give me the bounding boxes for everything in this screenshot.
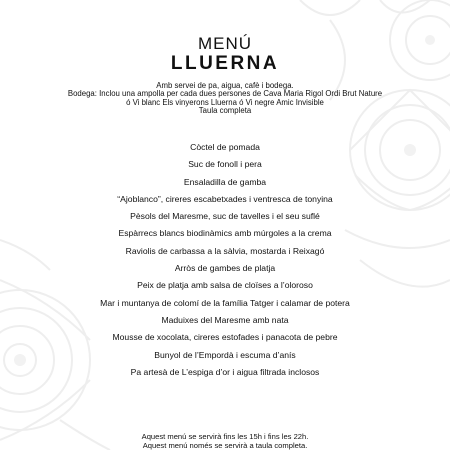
footer-line: Aquest menú se servirà fins les 15h i fins les 22h.: [141, 432, 309, 441]
course-item: Mar i muntanya de colomí de la família Tatger i calamar de potera: [100, 297, 350, 308]
course-item: Mousse de xocolata, cireres estofades i panacota de pebre: [112, 332, 338, 343]
footer-line: Aquest menú només se servirà a taula completa.: [142, 441, 308, 450]
course-item: Pa artesà de L’espiga d’or i aigua filtrada inclosos: [130, 366, 320, 377]
info-line: Amb servei de pa, aigua, cafè i bodega.: [156, 81, 294, 90]
course-item: Peix de platja amb salsa de cloïses a l’oloroso: [137, 280, 313, 291]
course-item: Pèsols del Maresme, suc de tavelles i el seu suflé: [130, 211, 320, 222]
info-line: Taula completa: [198, 106, 252, 116]
course-item: Maduixes del Maresme amb nata: [161, 314, 289, 325]
course-list: [0, 142, 450, 384]
menu-footer: [0, 432, 450, 450]
course-item: Còctel de pomada: [190, 142, 260, 152]
course-item: “Ajoblanco”, cireres escabetxades i ventresca de tonyina: [117, 193, 333, 204]
course-item: Bunyol de l’Empordà i escuma d’anís: [154, 349, 296, 360]
info-line: Bodega: Inclou una ampolla per cada dues persones de Cava Maria Rigol Ordi Brut Nature: [67, 89, 383, 99]
course-item: Suc de fonoll i pera: [188, 159, 262, 170]
menu-title: MENÚ: [197, 34, 253, 53]
menu-info: [0, 82, 450, 116]
course-item: Raviolis de carbassa a la sàlvia, mostarda i Reixagó: [125, 245, 325, 256]
course-item: Espàrrecs blancs biodinàmics amb múrgoles a la crema: [118, 228, 332, 239]
course-item: Arròs de gambes de platja: [174, 263, 276, 274]
menu-name: LLUERNA: [170, 53, 280, 74]
info-line: ó Vi blanc Els vinyerons Lluerna ó Vi negre Amic Invisible: [126, 97, 324, 107]
course-item: Ensaladilla de gamba: [183, 176, 267, 187]
